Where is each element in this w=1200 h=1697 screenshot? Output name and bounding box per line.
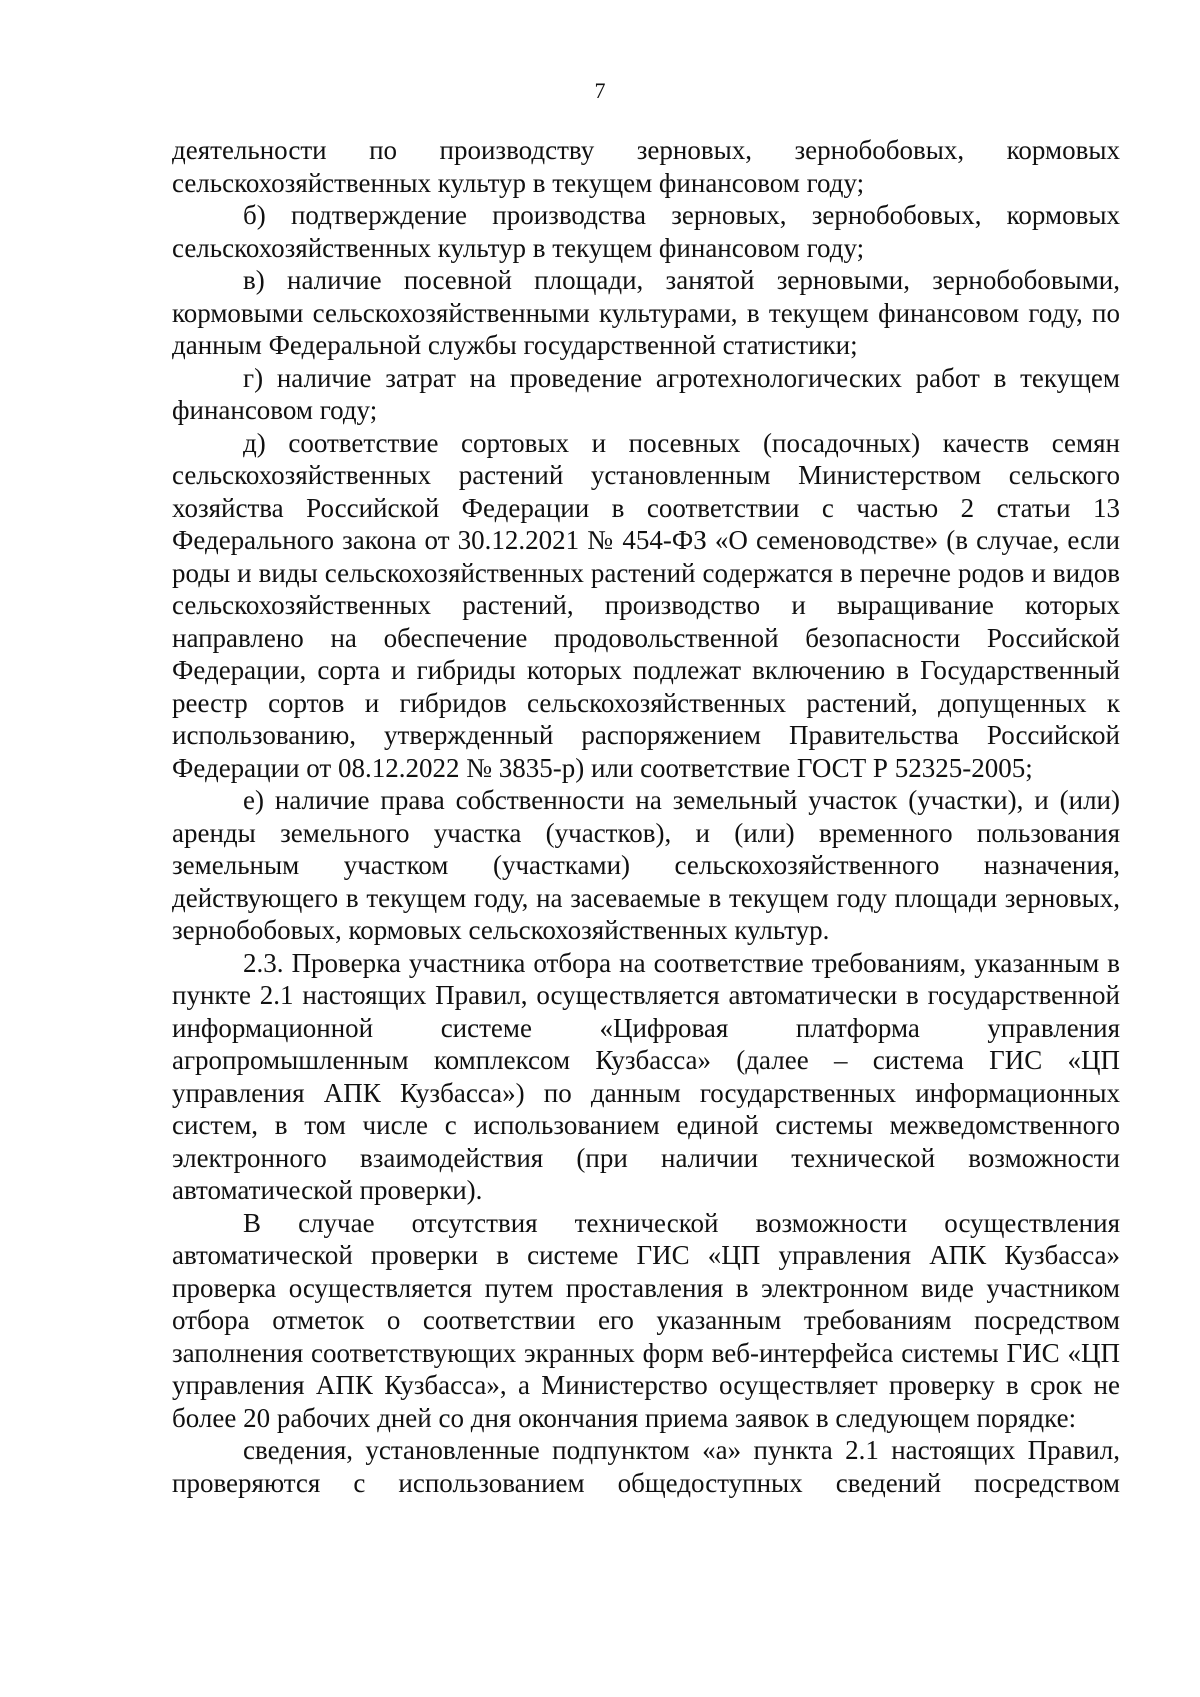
paragraph-subpoint-a-check: сведения, установленные подпунктом «а» пункта 2.1 настоящих Правил, проверяются с использованием общедоступных сведений посредством	[172, 1435, 1120, 1498]
paragraph-manual-check: В случае отсутствия технической возможности осуществления автоматической проверки в системе ГИС «ЦП управления АПК Кузбасса» проверка осуществляется путем проставления в электронном виде участником отбора отметок о соответствии его указанным требованиям посредством заполнения соответствующих экранных форм веб-интерфейса системы ГИС «ЦП управления АПК Кузбасса», а Министерство осуществляет проверку в срок не более 20 рабочих дней со дня окончания приема заявок в следующем порядке:	[172, 1207, 1120, 1433]
paragraph-continuation: деятельности по производству зерновых, зернобобовых, кормовых сельскохозяйственных культур в текущем финансовом году;	[172, 135, 1120, 198]
paragraph-item-v: в) наличие посевной площади, занятой зерновыми, зернобобовыми, кормовыми сельскохозяйственными культурами, в текущем финансовом году, по данным Федеральной службы государственной статистики;	[172, 265, 1120, 360]
paragraph-item-g: г) наличие затрат на проведение агротехнологических работ в текущем финансовом году;	[172, 362, 1120, 425]
paragraph-item-e: е) наличие права собственности на земельный участок (участки), и (или) аренды земельного участка (участков), и (или) временного пользования земельным участком (участками) сельскохозяйственного назначения, действующего в текущем году, на засеваемые в текущем году площади зерновых, зернобобовых, кормовых сельскохозяйственных культур.	[172, 785, 1120, 945]
page-number: 7	[594, 78, 606, 103]
document-body	[172, 134, 1120, 1499]
paragraph-item-b: б) подтверждение производства зерновых, зернобобовых, кормовых сельскохозяйственных культур в текущем финансовом году;	[172, 200, 1120, 263]
paragraph-section-2-3: 2.3. Проверка участника отбора на соответствие требованиям, указанным в пункте 2.1 настоящих Правил, осуществляется автоматически в государственной информационной системе «Цифровая платформа управления агропромышленным комплексом Кузбасса» (далее – система ГИС «ЦП управления АПК Кузбасса») по данным государственных информационных систем, в том числе с использованием единой системы межведомственного электронного взаимодействия (при наличии технической возможности автоматической проверки).	[172, 947, 1120, 1205]
paragraph-item-d: д) соответствие сортовых и посевных (посадочных) качеств семян сельскохозяйственных растений установленным Министерством сельского хозяйства Российской Федерации в соответствии с частью 2 статьи 13 Федерального закона от 30.12.2021 № 454-ФЗ «О семеноводстве» (в случае, если роды и виды сельскохозяйственных растений содержатся в перечне родов и видов сельскохозяйственных растений, производство и выращивание которых направлено на обеспечение продовольственной безопасности Российской Федерации, сорта и гибриды которых подлежат включению в Государственный реестр сортов и гибридов сельскохозяйственных растений, допущенных к использованию, утвержденный распоряжением Правительства Российской Федерации от 08.12.2022 № 3835-р) или соответствие ГОСТ Р 52325-2005;	[172, 427, 1120, 783]
